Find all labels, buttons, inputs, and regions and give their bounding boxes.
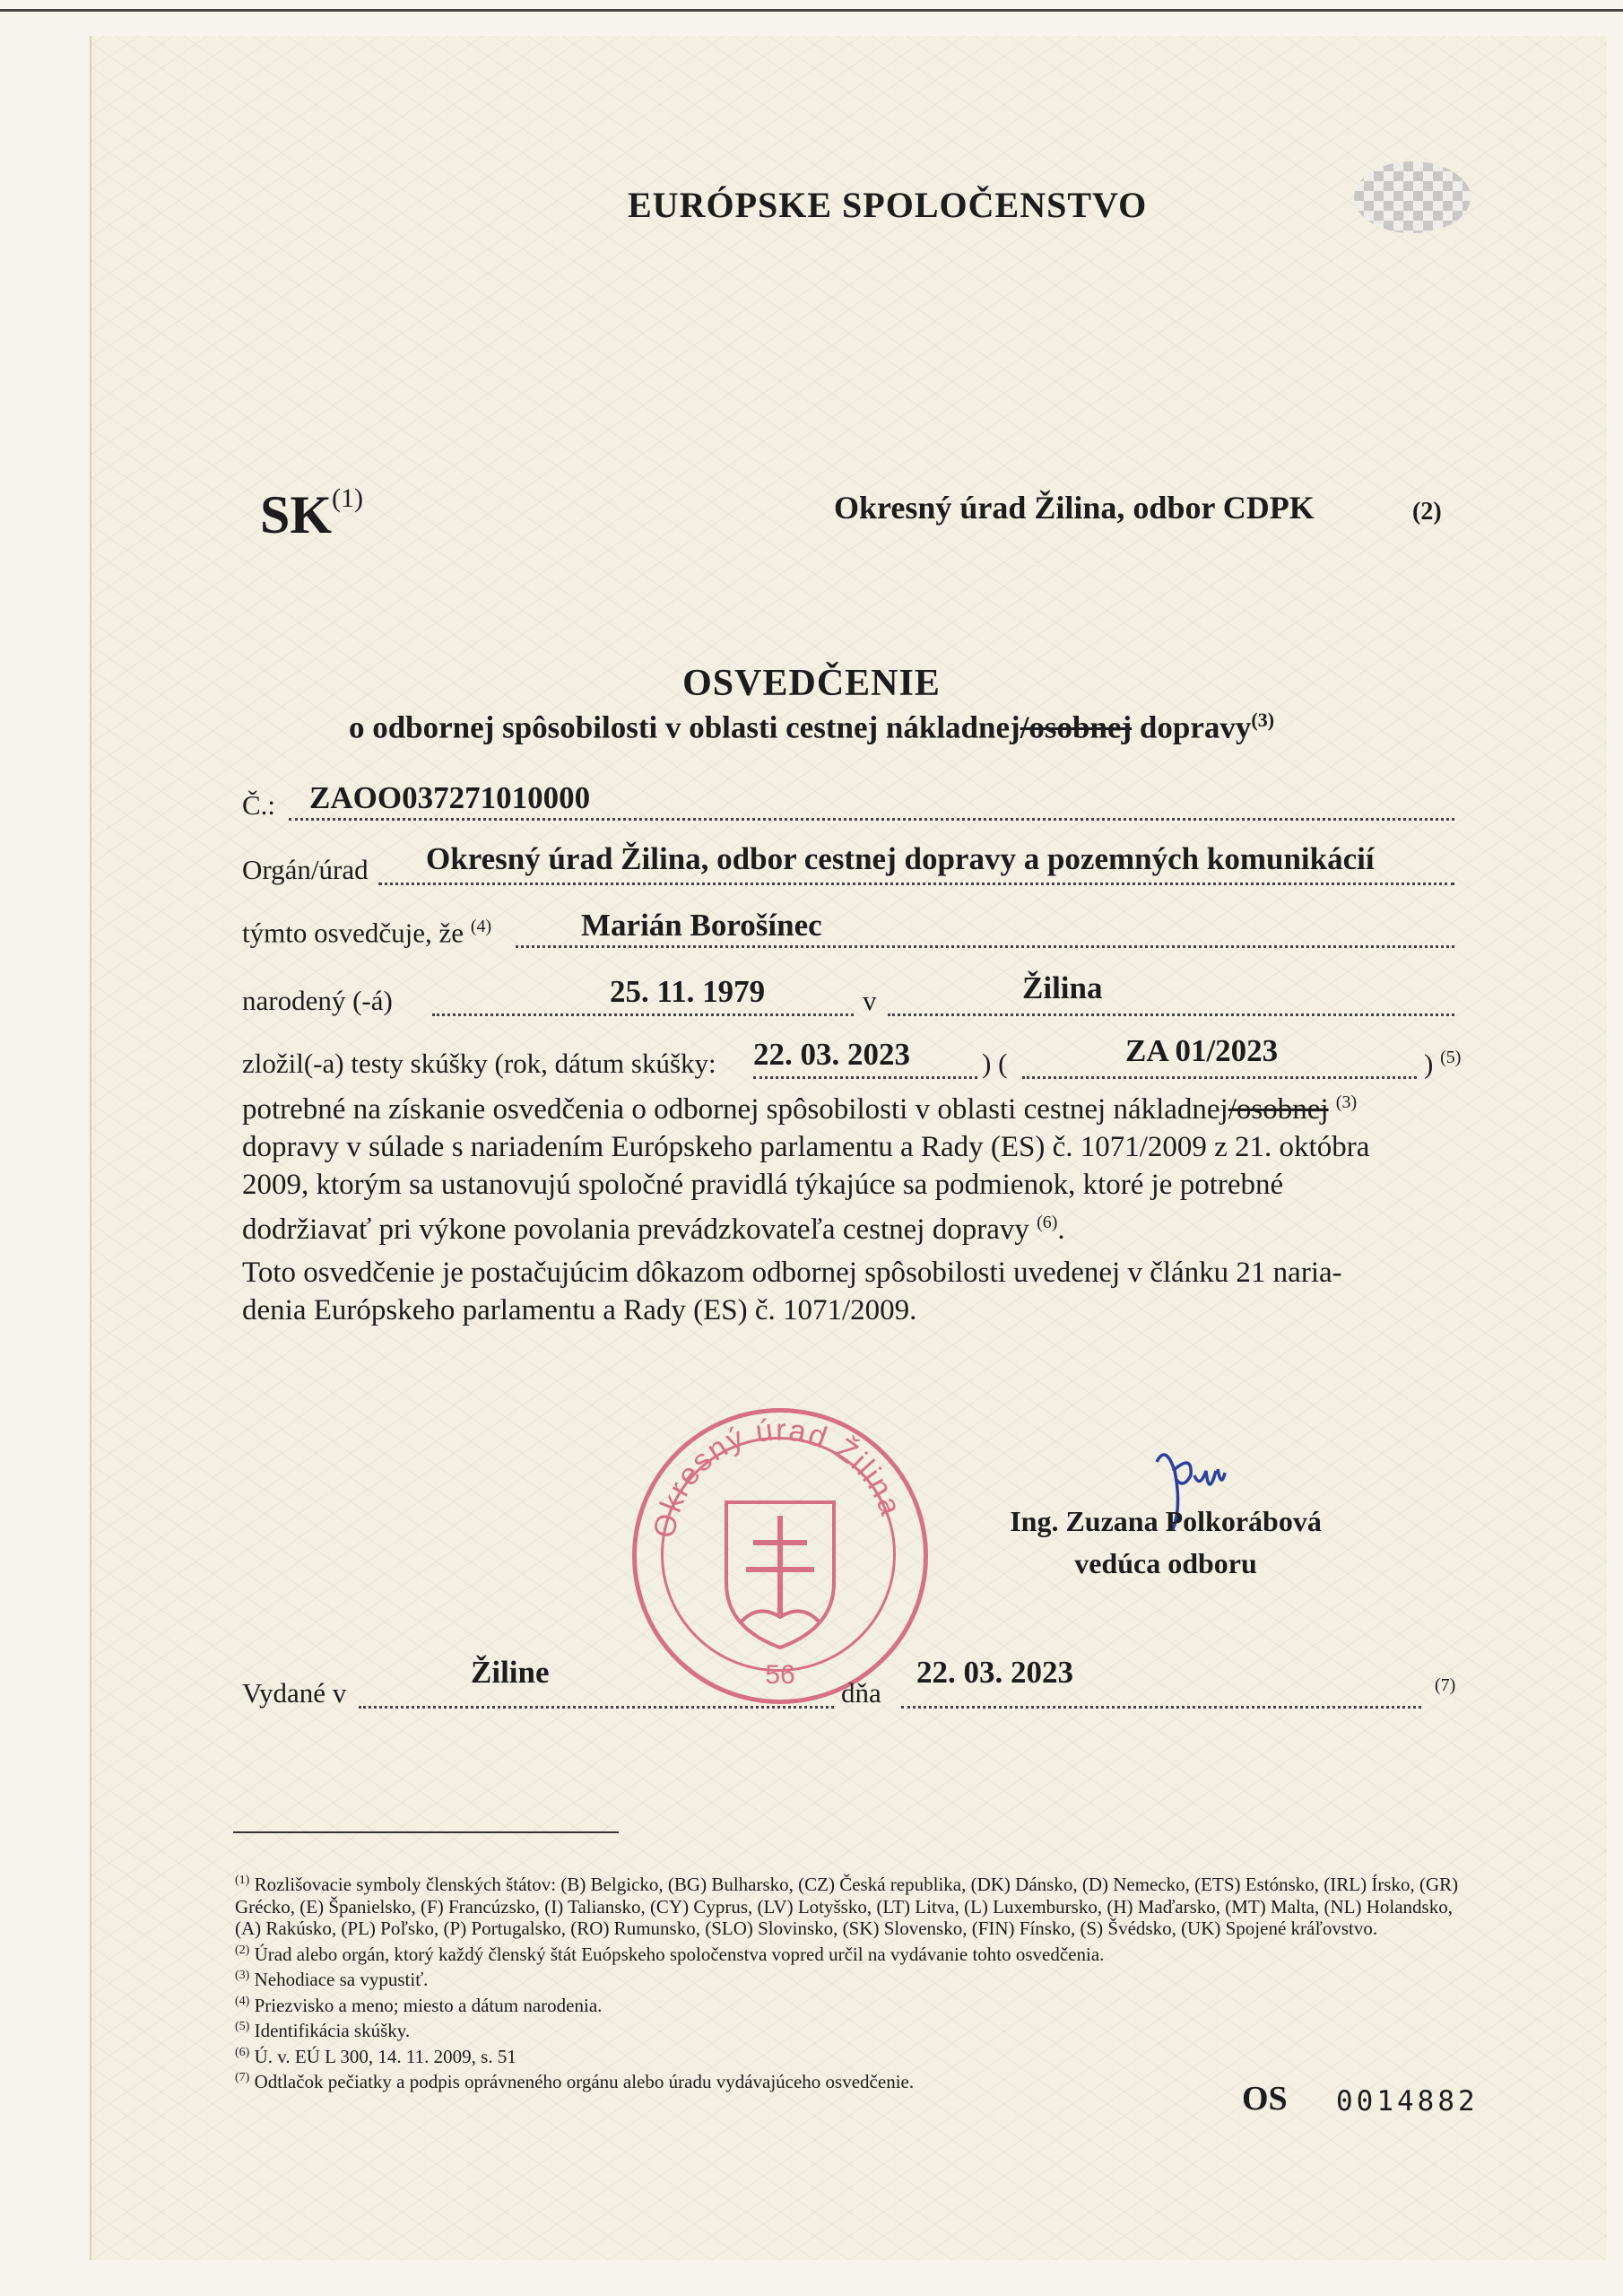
certifies-dots	[516, 945, 1454, 948]
certifies-label: týmto osvedčuje, že $^{(4)}$	[242, 917, 492, 949]
footnote-1: $^{(1)}$ Rozlišovacie symboly členských štátov: (B) Belgicko, (BG) Bulharsko, (CZ) Česká republika, (DK) Dánsko, (D) Nemecko, (ETS) Estónsko, (IRL) Írsko, (GR) Grécko, (E) Španielsko, (F) Francúzsko, (I) Taliansko, (CY) Cyprus, (LV) Lotyšsko, (LT) Litva, (L) Luxembursko, (H) Maďarsko, (MT) Malta, (NL) Holandsko, (A) Rakúsko, (PL) Poľsko, (P) Portugalsko, (RO) Rumunsko, (SLO) Slovinsko, (SK) Slovensko, (FIN) Fínsko, (S) Švédsko, (UK) Spojené kráľovstvo.	[235, 1874, 1459, 1939]
stamp-text: Okresný úrad Žilina	[647, 1413, 908, 1541]
footnotes	[235, 1870, 1468, 2093]
birth-date: 25. 11. 1979	[610, 974, 766, 1009]
exam-end: ) $^{(5)}$	[1424, 1048, 1462, 1080]
birth-place: Žilina	[1022, 970, 1103, 1005]
document-title: OSVEDČENIE	[682, 663, 941, 704]
issued-date: 22. 03. 2023	[916, 1655, 1073, 1690]
issued-label: Vydané v	[242, 1677, 347, 1709]
authority-note: (2)	[1412, 498, 1442, 526]
paragraph-regulation: potrebné na získanie osvedčenia o odbornej spôsobilosti v oblasti cestnej nákladnej/osobnej $^{(3)}$ dopravy v súlade s nariadením Európskeho parlamentu a Rady (ES) č. 1071/2009 z 21. októbra 2009, ktorým sa ustanovujú spoločné pravidlá týkajúce sa podmienok, ktoré je potrebné dodržiavať pri výkone povolania prevádzkovateľa cestnej dopravy $^{(6)}$.	[242, 1092, 1370, 1246]
exam-mid: ) (	[982, 1048, 1008, 1079]
issuing-authority: Okresný úrad Žilina, odbor CDPK	[834, 490, 1315, 526]
scan-edge-line	[0, 9, 1623, 12]
footnote-divider	[233, 1831, 619, 1833]
number-label: Č.:	[242, 789, 276, 821]
community-heading: EURÓPSKE SPOLOČENSTVO	[628, 185, 1148, 225]
born-date-dots	[432, 1013, 854, 1016]
holder-name: Marián Borošínec	[581, 908, 822, 943]
exam-id: ZA 01/2023	[1125, 1033, 1279, 1068]
document-subtitle: o odbornej spôsobilosti v oblasti cestnej nákladnej/osobnej dopravy$^{(3)}$	[348, 709, 1275, 745]
issued-note: (7)	[1435, 1675, 1456, 1695]
born-place-dots	[888, 1013, 1454, 1016]
footnote-2: $^{(2)}$ Úrad alebo orgán, ktorý každý členský štát Euópskeho spoločenstva vopred určil na vydávanie tohto osvedčenia.	[235, 1943, 1105, 1965]
country-code: SK$^{(1)}$	[260, 483, 364, 544]
born-label: narodený (-á)	[242, 985, 393, 1016]
exam-label: zložil(-a) testy skúšky (rok, dátum skúšky:	[242, 1048, 716, 1079]
serial-number: 0014882	[1336, 2085, 1479, 2118]
exam-date: 22. 03. 2023	[753, 1037, 910, 1072]
official-stamp	[632, 1408, 928, 1704]
struck-text: /osobnej	[1020, 709, 1133, 745]
struck-text: /osobnej	[1228, 1093, 1329, 1126]
number-dots	[289, 818, 1454, 821]
issued-date-dots	[901, 1706, 1421, 1709]
born-in-label: v	[863, 985, 877, 1016]
country-note: (1)	[332, 483, 364, 513]
issued-place-dots	[359, 1706, 834, 1709]
signer-role: vedúca odboru	[1074, 1547, 1257, 1579]
paragraph-proof: Toto osvedčenie je postačujúcim dôkazom odbornej spôsobilosti uvedenej v článku 21 naria- denia Európskeho parlamentu a Rady (ES) č. 1071/2009.	[242, 1257, 1342, 1326]
certificate-number: ZAOO037271010000	[309, 780, 591, 815]
organ-dots	[378, 883, 1454, 885]
issued-date-label: dňa	[841, 1677, 881, 1709]
footnote-6: $^{(6)}$ Ú. v. EÚ L 300, 14. 11. 2009, s. 51	[235, 2045, 516, 2067]
footnote-3: $^{(3)}$ Nehodiace sa vypustiť.	[235, 1969, 429, 1990]
exam-id-dots	[1022, 1076, 1417, 1079]
stamp-number: 56	[765, 1660, 795, 1690]
organ-value: Okresný úrad Žilina, odbor cestnej dopravy a pozemných komunikácií	[426, 841, 1375, 876]
footnote-4: $^{(4)}$ Priezvisko a meno; miesto a dátum narodenia.	[235, 1994, 603, 2016]
issued-place: Žiline	[471, 1655, 550, 1690]
serial-label: OS	[1242, 2080, 1288, 2118]
signer-name: Ing. Zuzana Polkorábová	[1010, 1505, 1322, 1537]
exam-date-dots	[753, 1076, 977, 1079]
footnote-7: $^{(7)}$ Odtlačok pečiatky a podpis oprávneného orgánu alebo úradu vydávajúceho osvedčenie.	[235, 2071, 915, 2092]
footnote-5: $^{(5)}$ Identifikácia skúšky.	[235, 2020, 411, 2041]
organ-label: Orgán/úrad	[242, 854, 369, 885]
hologram-icon	[1354, 161, 1471, 233]
